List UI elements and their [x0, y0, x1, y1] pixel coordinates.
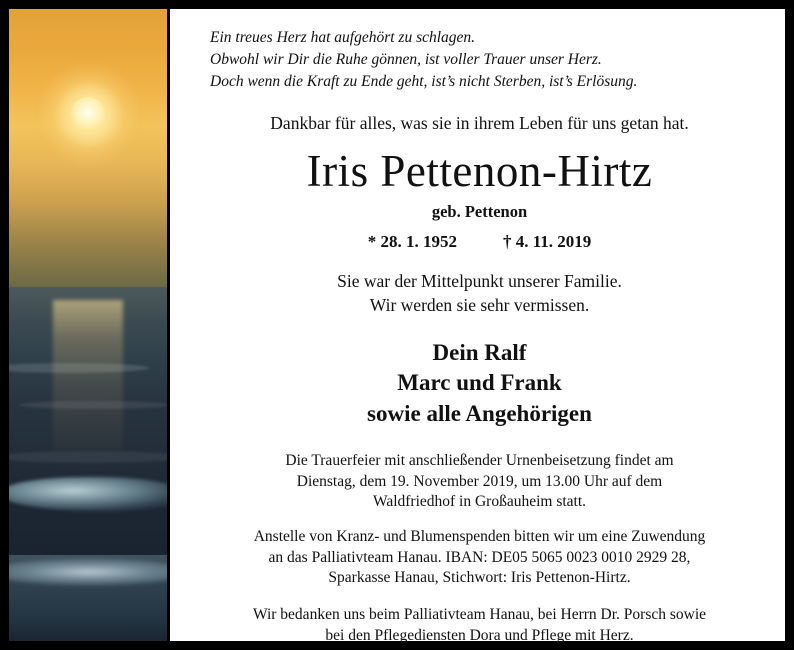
service-line: Die Trauerfeier mit anschließender Urnenbeisetzung findet am — [285, 452, 674, 470]
sun-reflection — [53, 300, 123, 450]
thanks-line: bei den Pflegediensten Dora und Pflege mit Herz. — [325, 626, 634, 644]
deceased-name: Iris Pettenon-Hirtz — [306, 146, 653, 196]
verse-line: Ein treues Herz hat aufgehört zu schlagen. — [210, 29, 476, 46]
memory-line: Sie war der Mittelpunkt unserer Familie. — [337, 271, 622, 292]
memory-line: Wir werden sie sehr vermissen. — [369, 294, 590, 315]
wave-crest — [9, 451, 170, 463]
donation-line: Sparkasse Hanau, Stichwort: Iris Pettenon-Hirtz. — [328, 569, 631, 587]
death-date: † 4. 11. 2019 — [502, 232, 592, 252]
thanks-details — [196, 605, 763, 646]
wave-crest — [19, 401, 169, 409]
family-block — [196, 338, 763, 430]
shore-foam — [9, 559, 170, 585]
memory-block — [196, 270, 763, 317]
thanks-line: Wir bedanken uns beim Palliativteam Hanau, bei Herrn Dr. Porsch sowie — [252, 605, 707, 623]
notice-text-panel — [170, 9, 785, 644]
verse-block — [210, 27, 763, 93]
verse-line: Doch wenn die Kraft zu Ende geht, ist’s nicht Sterben, ist’s Erlösung. — [210, 73, 638, 90]
service-details — [196, 451, 763, 513]
verse-line: Obwohl wir Dir die Ruhe gönnen, ist voller Trauer unser Herz. — [210, 51, 602, 68]
service-line: Waldfriedhof in Großauheim statt. — [372, 493, 587, 511]
service-line: Dienstag, dem 19. November 2019, um 13.00 Uhr auf dem — [296, 472, 663, 490]
family-line: sowie alle Angehörigen — [367, 400, 592, 426]
life-dates — [196, 232, 763, 252]
breaking-wave-foam — [9, 477, 170, 511]
donation-line: Anstelle von Kranz- und Blumenspenden bitten wir um eine Zuwendung — [253, 528, 706, 546]
family-line: Dein Ralf — [432, 339, 527, 365]
family-line: Marc und Frank — [397, 370, 562, 396]
birth-date: * 28. 1. 1952 — [367, 232, 457, 252]
sun-icon — [71, 97, 105, 131]
donation-line: an das Palliativteam Hanau. IBAN: DE05 5065 0023 0010 2929 28, — [268, 548, 691, 566]
maiden-name: geb. Pettenon — [431, 202, 528, 222]
sunset-sea-photo — [9, 9, 170, 641]
gratitude-line: Dankbar für alles, was sie in ihrem Leben für uns getan hat. — [270, 113, 689, 133]
donation-details — [196, 527, 763, 589]
